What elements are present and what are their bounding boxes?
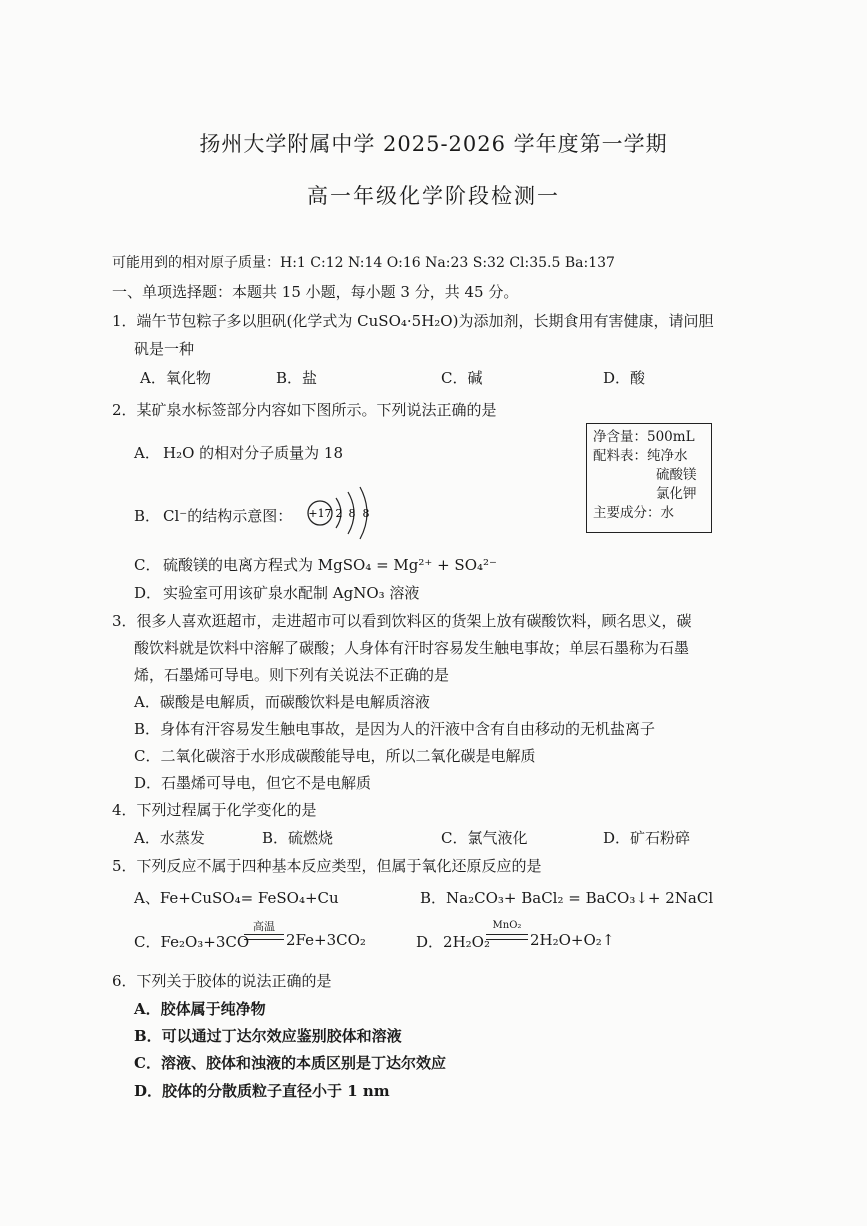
q2-option-c-letter: C． <box>134 556 161 574</box>
q5-stem: 5．下列反应不属于四种基本反应类型，但属于氧化还原反应的是 <box>112 857 542 875</box>
q6-option-a: A．胶体属于纯净物 <box>134 1000 266 1018</box>
q6-stem: 6．下列关于胶体的说法正确的是 <box>112 972 332 990</box>
q5-option-c-condition: 高温 <box>253 920 275 933</box>
q1-stem-line2: 矾是一种 <box>134 340 195 358</box>
q3-stem-line3: 烯，石墨烯可导电。则下列有关说法不正确的是 <box>134 666 450 684</box>
q6-option-c: C．溶液、胶体和浊液的本质区别是丁达尔效应 <box>134 1054 446 1072</box>
q2-option-a: H₂O 的相对分子质量为 18 <box>163 444 344 462</box>
q4-option-d: D．矿石粉碎 <box>603 829 691 847</box>
q4-option-a: A．水蒸发 <box>134 829 205 847</box>
label-ingredient-mgso4: 硫酸镁 <box>656 467 697 483</box>
atom-shell-1: 2 <box>335 507 343 520</box>
q5-option-c-left: C．Fe₂O₃+3CO <box>134 933 250 951</box>
q3-option-b: B．身体有汗容易发生触电事故，是因为人的汗液中含有自由移动的无机盐离子 <box>134 720 656 738</box>
q2-option-a-letter: A． <box>134 444 160 462</box>
q1-option-b: B．盐 <box>276 369 318 387</box>
q3-stem-line1: 3．很多人喜欢逛超市，走进超市可以看到饮料区的货架上放有碳酸饮料，顾名思义，碳 <box>112 612 692 630</box>
q1-stem-line1: 1．端午节包粽子多以胆矾(化学式为 CuSO₄·5H₂O)为添加剂，长期食用有害健康，请问胆 <box>112 312 714 330</box>
q5-option-d-left: D．2H₂O₂ <box>416 933 490 951</box>
q3-option-c: C．二氧化碳溶于水形成碳酸能导电，所以二氧化碳是电解质 <box>134 747 536 765</box>
label-ingredient-kcl: 氯化钾 <box>656 486 697 502</box>
q1-option-c: C．碱 <box>441 369 483 387</box>
q4-option-c: C．氯气液化 <box>441 829 528 847</box>
q2-stem: 2．某矿泉水标签部分内容如下图所示。下列说法正确的是 <box>112 401 497 419</box>
q5-option-d-equals-sign <box>486 934 528 940</box>
q5-option-d-right: 2H₂O+O₂↑ <box>530 931 615 949</box>
label-main-component: 主要成分：水 <box>593 505 674 521</box>
q6-option-d: D．胶体的分散质粒子直径小于 1 nm <box>134 1082 390 1100</box>
q6-option-b: B．可以通过丁达尔效应鉴别胶体和溶液 <box>134 1027 402 1045</box>
label-ingredients: 配料表：纯净水 <box>593 448 688 464</box>
q5-option-d-condition: MnO₂ <box>492 920 522 931</box>
atom-nucleus-charge: +17 <box>308 507 332 520</box>
exam-title: 扬州大学附属中学 2025-2026 学年度第一学期 <box>199 132 668 156</box>
q5-option-b: B．Na₂CO₃+ BaCl₂ = BaCO₃↓+ 2NaCl <box>420 889 714 907</box>
q2-option-d-letter: D． <box>134 584 162 602</box>
label-volume: 净含量：500mL <box>593 429 695 445</box>
q5-option-c-right: 2Fe+3CO₂ <box>286 931 366 949</box>
atomic-masses: 可能用到的相对原子质量：H:1 C:12 N:14 O:16 Na:23 S:32 Cl:35.5 Ba:137 <box>112 255 615 271</box>
chloride-ion-structure-diagram <box>306 484 390 544</box>
q1-option-a: A．氧化物 <box>140 369 211 387</box>
q3-option-a: A．碳酸是电解质，而碳酸饮料是电解质溶液 <box>134 693 430 711</box>
q3-stem-line2: 酸饮料就是饮料中溶解了碳酸；人身体有汗时容易发生触电事故；单层石墨称为石墨 <box>134 639 690 657</box>
mineral-water-label <box>586 423 712 533</box>
q2-option-b-letter: B． <box>134 507 161 525</box>
q4-option-b: B．硫燃烧 <box>262 829 334 847</box>
q2-option-c: 硫酸镁的电离方程式为 MgSO₄ = Mg²⁺ + SO₄²⁻ <box>163 556 497 574</box>
q2-option-d: 实验室可用该矿泉水配制 AgNO₃ 溶液 <box>163 584 420 602</box>
atom-shell-2: 8 <box>348 507 356 520</box>
atom-shell-3: 8 <box>362 507 370 520</box>
q1-option-d: D．酸 <box>603 369 646 387</box>
q5-option-c-equals-sign <box>244 934 284 940</box>
q2-option-b: Cl⁻的结构示意图： <box>163 507 293 525</box>
section-heading: 一、单项选择题：本题共 15 小题，每小题 3 分，共 45 分。 <box>112 283 519 301</box>
q4-stem: 4．下列过程属于化学变化的是 <box>112 801 317 819</box>
q5-option-a: A、Fe+CuSO₄= FeSO₄+Cu <box>134 889 339 907</box>
q3-option-d: D．石墨烯可导电，但它不是电解质 <box>134 774 372 792</box>
exam-subtitle: 高一年级化学阶段检测一 <box>307 184 560 208</box>
